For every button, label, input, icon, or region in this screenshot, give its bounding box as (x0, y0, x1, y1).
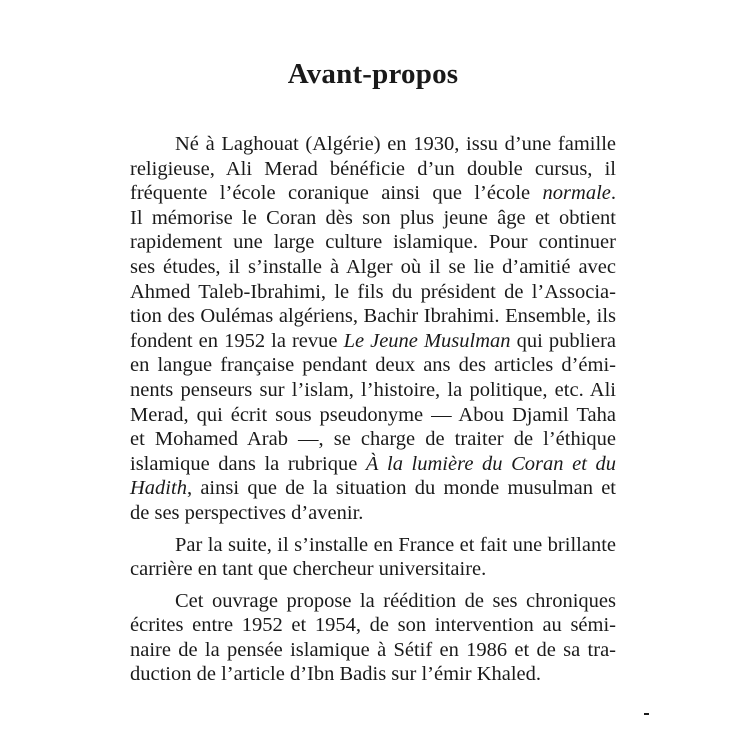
text-run: duction de l’article d’Ibn Badis sur l’émir Khaled. (130, 663, 542, 686)
text-run: Ahmed Taleb-Ibrahimi, le fils du président de l’Associa- (130, 280, 616, 303)
text-line (130, 533, 616, 558)
text-line (130, 280, 616, 305)
text-line (130, 255, 616, 280)
page-title: Avant-propos (287, 58, 459, 90)
italic-text: normale (542, 182, 611, 205)
text-run: nents penseurs sur l’islam, l’histoire, la politique, etc. Ali (130, 378, 616, 401)
paragraph (130, 533, 616, 582)
text-run: Il mémorise le Coran dès son plus jeune âge et obtient (130, 206, 616, 229)
text-run: écrites entre 1952 et 1954, de son intervention au sémi- (130, 614, 616, 637)
text-line (130, 403, 616, 428)
text-line (130, 230, 616, 255)
text-line (130, 476, 616, 501)
text-run: et Mohamed Arab —, se charge de traiter de l’éthique (130, 428, 616, 451)
text-line (130, 427, 616, 452)
text-run: Merad, qui écrit sous pseudonyme — Abou Djamil Taha (130, 403, 616, 426)
text-run: islamique dans la rubrique (130, 452, 366, 475)
text-run: ses études, il s’installe à Alger où il se lie d’amitié avec (130, 255, 616, 278)
paragraph (130, 132, 616, 526)
text-run: carrière en tant que chercheur universitaire. (130, 558, 487, 581)
text-line (130, 304, 616, 329)
text-line (130, 329, 616, 354)
text-run: tion des Oulémas algériens, Bachir Ibrahimi. Ensemble, ils (130, 305, 616, 328)
italic-text: À la lumière du Coran et du (365, 452, 616, 475)
text-run: . (610, 182, 616, 205)
text-run: Cet ouvrage propose la réédition de ses chroniques (175, 589, 616, 612)
text-run: qui publiera (510, 329, 616, 352)
text-line (130, 589, 616, 614)
text-run: fondent en 1952 la revue (130, 329, 344, 352)
text-line (130, 613, 616, 638)
text-line (130, 501, 616, 526)
text-run: rapidement une large culture islamique. Pour continuer (130, 231, 616, 254)
text-run: en langue française pendant deux ans des articles d’émi- (130, 354, 616, 377)
page-mark (644, 713, 649, 715)
text-line (130, 557, 616, 582)
text-line (130, 157, 616, 182)
text-run: Par la suite, il s’installe en France et fait une brillante (175, 533, 616, 556)
body-text (130, 132, 616, 687)
text-line (130, 662, 616, 687)
text-run: naire de la pensée islamique à Sétif en 1986 et de sa tra- (130, 638, 616, 661)
italic-text: Hadith (130, 477, 187, 500)
text-line (130, 378, 616, 403)
text-run: Né à Laghouat (Algérie) en 1930, issu d’une famille (175, 133, 616, 155)
text-line (130, 452, 616, 477)
text-line (130, 638, 616, 663)
text-run: de ses perspectives d’avenir. (130, 501, 364, 524)
text-run: , ainsi que de la situation du monde musulman et (186, 477, 616, 500)
paragraph (130, 589, 616, 687)
text-run: religieuse, Ali Merad bénéficie d’un double cursus, il (130, 157, 616, 180)
text-line (130, 132, 616, 157)
text-run: fréquente l’école coranique ainsi que l’école (130, 182, 543, 205)
text-line (130, 353, 616, 378)
text-line (130, 181, 616, 206)
text-line (130, 206, 616, 231)
italic-text: Le Jeune Musulman (343, 329, 511, 352)
